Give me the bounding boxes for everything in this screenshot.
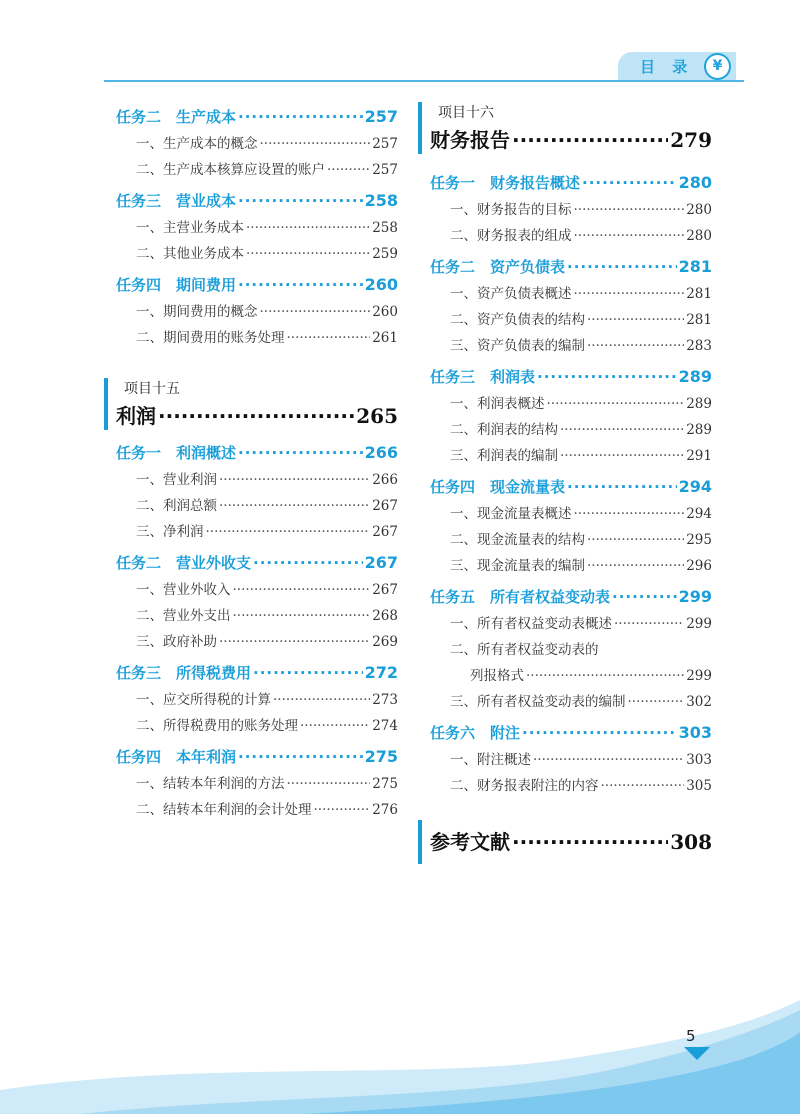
entry-label: 任务一 财务报告概述 <box>430 174 581 192</box>
leader-dots <box>587 338 684 354</box>
leader-dots <box>238 748 363 766</box>
toc-right-entries <box>430 172 712 800</box>
leader-dots <box>587 558 684 574</box>
toc-section-entry[interactable] <box>116 326 398 352</box>
entry-page: 299 <box>678 587 712 606</box>
leader-dots <box>526 668 684 684</box>
project-title: 财务报告 <box>430 128 510 152</box>
entry-page: 261 <box>372 330 398 346</box>
leader-dots <box>567 258 677 276</box>
toc-left-entries-2 <box>116 442 398 824</box>
leader-dots <box>628 694 685 710</box>
leader-dots <box>219 472 370 488</box>
leader-dots <box>560 422 684 438</box>
entry-page: 296 <box>686 558 712 574</box>
entry-label: 二、利润表的结构 <box>450 422 558 438</box>
entry-label: 三、资产负债表的编制 <box>450 338 585 354</box>
project-16-heading[interactable] <box>430 102 712 154</box>
entry-page: 258 <box>364 191 398 210</box>
toc-task-entry[interactable] <box>430 722 712 748</box>
entry-page: 283 <box>686 338 712 354</box>
toc-section-entry[interactable] <box>116 242 398 268</box>
leader-dots <box>612 588 677 606</box>
leader-dots <box>582 174 677 192</box>
project-15-heading[interactable] <box>116 378 398 430</box>
toc-section-entry[interactable] <box>430 502 712 528</box>
entry-label: 一、资产负债表概述 <box>450 286 572 302</box>
toc-section-entry[interactable] <box>116 494 398 520</box>
leader-dots <box>260 136 371 152</box>
entry-label: 二、现金流量表的结构 <box>450 532 585 548</box>
entry-label: 二、利润总额 <box>136 498 217 514</box>
leader-dots <box>238 108 363 126</box>
entry-label: 三、利润表的编制 <box>450 448 558 464</box>
toc-section-entry[interactable] <box>430 224 712 250</box>
entry-label: 一、应交所得税的计算 <box>136 692 271 708</box>
toc-section-entry[interactable] <box>430 774 712 800</box>
entry-page: 280 <box>686 228 712 244</box>
entry-label: 任务三 利润表 <box>430 368 536 386</box>
entry-label: 一、生产成本的概念 <box>136 136 258 152</box>
entry-page: 280 <box>678 173 712 192</box>
toc-section-entry[interactable] <box>430 334 712 360</box>
toc-left-entries <box>116 106 398 352</box>
entry-page: 294 <box>686 506 712 522</box>
entry-label: 二、所得税费用的账务处理 <box>136 718 298 734</box>
toc-section-entry[interactable] <box>116 578 398 604</box>
entry-page: 257 <box>372 162 398 178</box>
entry-label: 任务四 期间费用 <box>116 276 237 294</box>
entry-page: 267 <box>372 582 398 598</box>
entry-page: 274 <box>372 718 398 734</box>
toc-section-entry[interactable] <box>116 216 398 242</box>
references-title-row <box>430 826 712 856</box>
entry-page: 302 <box>686 694 712 710</box>
entry-label: 一、所有者权益变动表概述 <box>450 616 612 632</box>
project-title-row <box>430 124 712 154</box>
leader-dots <box>547 396 685 412</box>
yen-icon: ¥ <box>704 53 731 80</box>
leader-dots <box>560 448 684 464</box>
project-accent-bar <box>104 378 108 430</box>
page-number: 5 <box>686 1027 696 1045</box>
toc-task-entry[interactable] <box>116 106 398 132</box>
entry-label: 任务五 所有者权益变动表 <box>430 588 611 606</box>
leader-dots <box>287 776 371 792</box>
toc-section-entry[interactable] <box>116 468 398 494</box>
leader-dots <box>273 692 370 708</box>
toc-section-entry[interactable] <box>430 554 712 580</box>
entry-page: 294 <box>678 477 712 496</box>
toc-section-entry[interactable] <box>430 690 712 716</box>
entry-label: 任务四 现金流量表 <box>430 478 566 496</box>
entry-label: 任务二 生产成本 <box>116 108 237 126</box>
project-number: 项目十五 <box>124 381 180 397</box>
toc-section-entry[interactable] <box>430 308 712 334</box>
entry-page: 276 <box>372 802 398 818</box>
toc-task-entry[interactable] <box>430 476 712 502</box>
leader-dots <box>537 368 677 386</box>
leader-dots <box>601 778 685 794</box>
entry-page: 266 <box>372 472 398 488</box>
references-heading[interactable] <box>430 826 712 856</box>
entry-label: 一、期间费用的概念 <box>136 304 258 320</box>
entry-page: 280 <box>686 202 712 218</box>
references-page: 308 <box>670 830 712 854</box>
toc-task-entry[interactable] <box>430 366 712 392</box>
entry-label: 三、现金流量表的编制 <box>450 558 585 574</box>
leader-dots <box>327 162 370 178</box>
leader-dots <box>158 404 354 428</box>
entry-label: 二、财务报表附注的内容 <box>450 778 599 794</box>
leader-dots <box>614 616 684 632</box>
toc-task-entry[interactable] <box>116 746 398 772</box>
toc-section-entry[interactable] <box>430 418 712 444</box>
entry-page: 272 <box>364 663 398 682</box>
leader-dots <box>219 634 370 650</box>
toc-left-column <box>116 100 398 824</box>
leader-dots <box>512 830 668 854</box>
toc-section-entry[interactable] <box>430 444 712 470</box>
entry-page: 289 <box>686 396 712 412</box>
toc-task-entry[interactable] <box>116 274 398 300</box>
entry-label: 任务二 营业外收支 <box>116 554 252 572</box>
project-page: 265 <box>356 404 398 428</box>
leader-dots <box>574 202 685 218</box>
entry-page: 269 <box>372 634 398 650</box>
toc-section-entry[interactable] <box>116 158 398 184</box>
entry-page: 257 <box>364 107 398 126</box>
entry-page: 303 <box>686 752 712 768</box>
entry-label: 二、财务报表的组成 <box>450 228 572 244</box>
project-page: 279 <box>670 128 712 152</box>
entry-page: 299 <box>686 668 712 684</box>
entry-label: 任务四 本年利润 <box>116 748 237 766</box>
toc-task-entry[interactable] <box>116 442 398 468</box>
leader-dots <box>233 582 371 598</box>
entry-page: 259 <box>372 246 398 262</box>
entry-page: 267 <box>372 498 398 514</box>
entry-label: 列报格式 <box>470 668 524 684</box>
leader-dots <box>260 304 371 320</box>
entry-label: 一、利润表概述 <box>450 396 545 412</box>
entry-page: 257 <box>372 136 398 152</box>
toc-section-entry[interactable] <box>116 688 398 714</box>
leader-dots <box>533 752 684 768</box>
leader-dots <box>300 718 370 734</box>
entry-label: 二、期间费用的账务处理 <box>136 330 285 346</box>
references-title: 参考文献 <box>430 830 510 854</box>
entry-page: 275 <box>364 747 398 766</box>
entry-label: 任务二 资产负债表 <box>430 258 566 276</box>
entry-page: 281 <box>686 312 712 328</box>
toc-section-entry[interactable] <box>430 748 712 774</box>
entry-label: 一、营业外收入 <box>136 582 231 598</box>
entry-page: 289 <box>686 422 712 438</box>
leader-dots <box>253 664 363 682</box>
leader-dots <box>587 532 684 548</box>
page-arrow-icon <box>684 1047 710 1060</box>
header-title: 目 录 <box>640 58 694 76</box>
references-accent-bar <box>418 820 422 864</box>
toc-section-entry[interactable] <box>430 528 712 554</box>
entry-label: 一、营业利润 <box>136 472 217 488</box>
entry-page: 281 <box>678 257 712 276</box>
leader-dots <box>574 506 685 522</box>
project-number: 项目十六 <box>438 105 494 121</box>
toc-task-entry[interactable] <box>430 586 712 612</box>
leader-dots <box>574 286 685 302</box>
leader-dots <box>246 220 370 236</box>
entry-page: 260 <box>364 275 398 294</box>
leader-dots <box>287 330 371 346</box>
entry-label: 三、所有者权益变动表的编制 <box>450 694 626 710</box>
toc-task-entry[interactable] <box>430 172 712 198</box>
toc-section-entry[interactable] <box>430 282 712 308</box>
entry-page: 281 <box>686 286 712 302</box>
entry-label: 任务一 利润概述 <box>116 444 237 462</box>
leader-dots <box>314 802 371 818</box>
entry-label: 二、所有者权益变动表的 <box>450 642 599 658</box>
toc-task-entry[interactable] <box>116 552 398 578</box>
leader-dots <box>246 246 370 262</box>
toc-section-entry[interactable] <box>116 604 398 630</box>
header-rule <box>104 80 744 82</box>
toc-task-entry[interactable] <box>116 662 398 688</box>
leader-dots <box>574 228 685 244</box>
entry-page: 268 <box>372 608 398 624</box>
entry-label: 一、财务报告的目标 <box>450 202 572 218</box>
leader-dots <box>522 724 677 742</box>
entry-page: 267 <box>364 553 398 572</box>
toc-section-entry[interactable] <box>116 630 398 656</box>
entry-label: 任务六 附注 <box>430 724 521 742</box>
leader-dots <box>219 498 370 514</box>
toc-section-entry[interactable] <box>430 638 712 664</box>
entry-page: 275 <box>372 776 398 792</box>
leader-dots <box>587 312 684 328</box>
toc-task-entry[interactable] <box>430 256 712 282</box>
leader-dots <box>238 444 363 462</box>
entry-label: 二、结转本年利润的会计处理 <box>136 802 312 818</box>
leader-dots <box>233 608 371 624</box>
entry-label: 任务三 所得税费用 <box>116 664 252 682</box>
entry-label: 一、主营业务成本 <box>136 220 244 236</box>
entry-label: 三、政府补助 <box>136 634 217 650</box>
toc-section-entry[interactable] <box>430 198 712 224</box>
entry-page: 291 <box>686 448 712 464</box>
toc-section-entry[interactable] <box>430 612 712 638</box>
leader-dots <box>238 192 363 210</box>
leader-dots <box>253 554 363 572</box>
leader-dots <box>512 128 668 152</box>
entry-label: 二、营业外支出 <box>136 608 231 624</box>
entry-page: 289 <box>678 367 712 386</box>
entry-page: 299 <box>686 616 712 632</box>
toc-right-column <box>430 102 712 856</box>
toc-section-entry[interactable] <box>116 520 398 546</box>
toc-section-entry[interactable] <box>116 798 398 824</box>
entry-page: 260 <box>372 304 398 320</box>
entry-page: 295 <box>686 532 712 548</box>
project-title-row <box>116 400 398 430</box>
entry-page: 305 <box>686 778 712 794</box>
entry-label: 一、附注概述 <box>450 752 531 768</box>
entry-page: 258 <box>372 220 398 236</box>
toc-section-entry[interactable] <box>430 392 712 418</box>
entry-page: 303 <box>678 723 712 742</box>
entry-label: 一、现金流量表概述 <box>450 506 572 522</box>
project-accent-bar <box>418 102 422 154</box>
entry-label: 二、资产负债表的结构 <box>450 312 585 328</box>
toc-section-entry[interactable] <box>116 132 398 158</box>
toc-section-entry[interactable] <box>116 714 398 740</box>
entry-label: 任务三 营业成本 <box>116 192 237 210</box>
entry-label: 三、净利润 <box>136 524 204 540</box>
leader-dots <box>206 524 371 540</box>
project-title: 利润 <box>116 404 156 428</box>
toc-section-entry[interactable] <box>116 772 398 798</box>
leader-dots <box>567 478 677 496</box>
entry-label: 一、结转本年利润的方法 <box>136 776 285 792</box>
entry-label: 二、生产成本核算应设置的账户 <box>136 162 325 178</box>
toc-task-entry[interactable] <box>116 190 398 216</box>
entry-page: 267 <box>372 524 398 540</box>
toc-section-entry[interactable] <box>430 664 712 690</box>
entry-label: 二、其他业务成本 <box>136 246 244 262</box>
toc-section-entry[interactable] <box>116 300 398 326</box>
entry-page: 273 <box>372 692 398 708</box>
entry-page: 266 <box>364 443 398 462</box>
leader-dots <box>238 276 363 294</box>
